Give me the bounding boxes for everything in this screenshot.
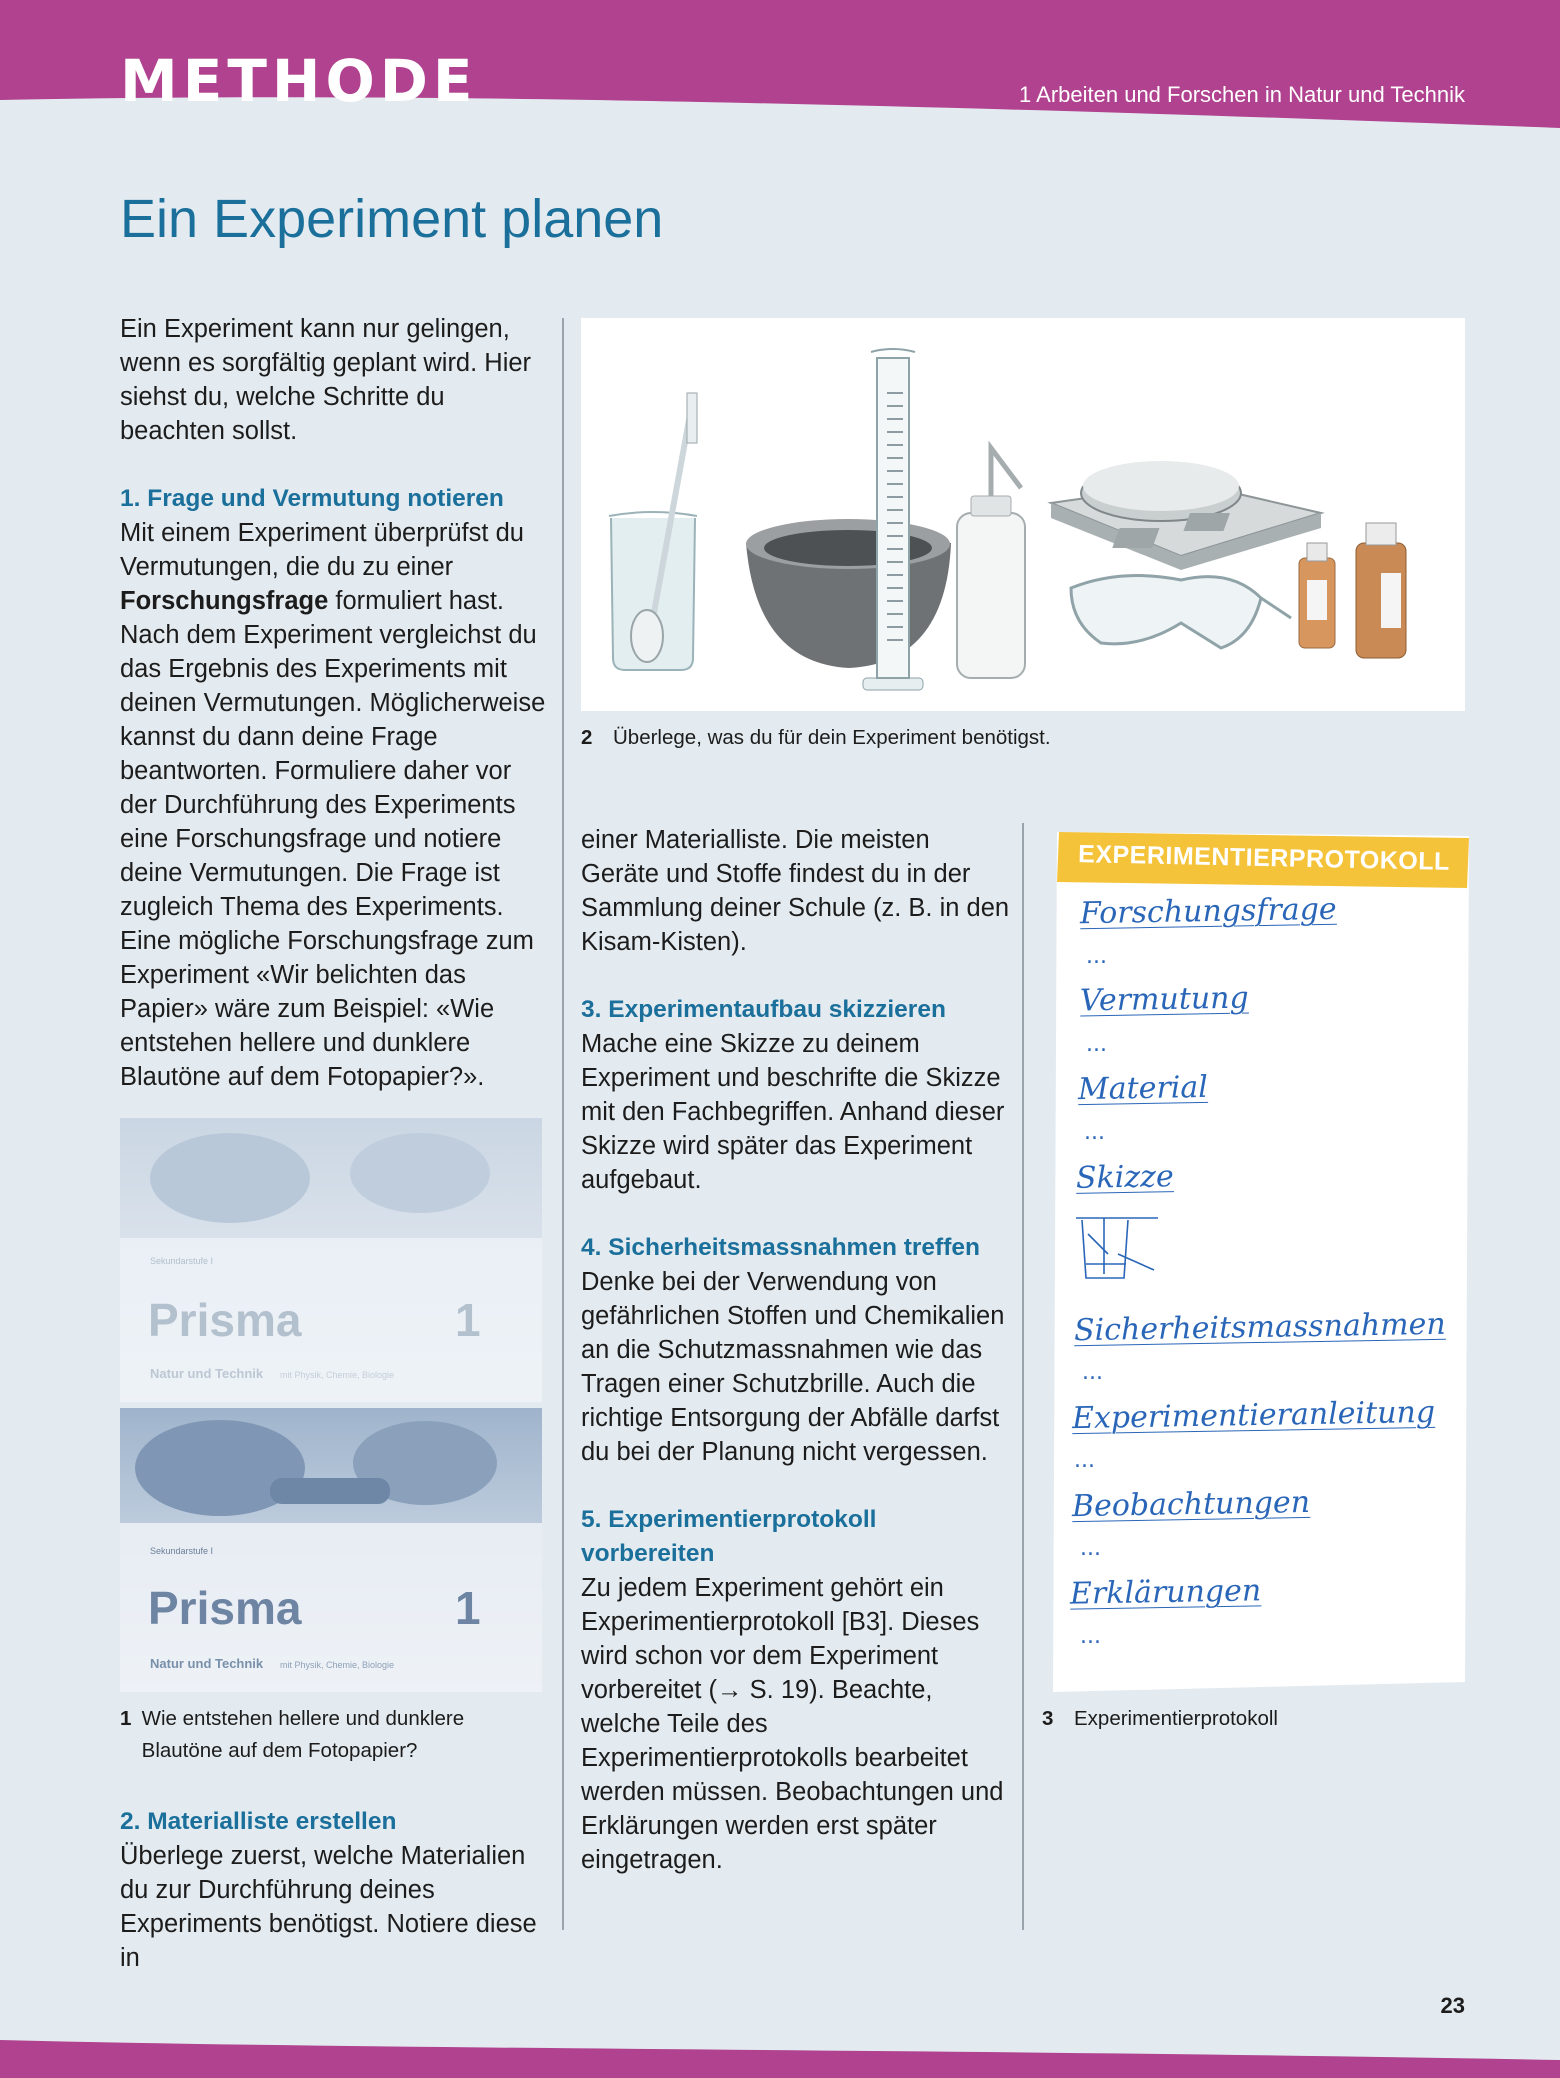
- protocol-label-beobachtungen: Beobachtungen: [1071, 1484, 1311, 1525]
- step-5-text: Zu jedem Experiment gehört ein Experimentierprotokoll [B3]. Dieses wird schon vor dem Experiment vorbereitet (→ S. 19). Beachte, welche Teile des Experimentierprotokolls bearbeitet werden müssen. Beobachtungen und Erklärungen werden erst später eingetragen.: [581, 1574, 1004, 1874]
- protocol-label-vermutung: Vermutung: [1079, 980, 1249, 1019]
- cover1-subtitle: Natur und Technik: [150, 1366, 264, 1381]
- figure-2-number: 2: [581, 726, 593, 749]
- step-1-heading: 1. Frage und Vermutung notieren: [120, 485, 504, 512]
- protocol-label-material: Material: [1077, 1069, 1209, 1108]
- step-1-text: Mit einem Experiment überprüfst du Vermutungen, die du zu einer Forschungsfrage formuliert hast. Nach dem Experiment vergleichst du das Ergebnis des Experiments mit deinen Vermutungen. Möglicherweise kannst du dann deine Frage beantworten. Formuliere daher vor der Durchführung des Experiments eine Forschungsfrage und notiere deine Vermutungen. Die Frage ist zugleich Thema des Experiments. Eine mögliche Forschungsfrage zum Experiment «Wir belichten das Papier» wäre zum Beispiel: «Wie entstehen hellere und dunklere Blautöne auf dem Fotopapier?».: [120, 519, 546, 1091]
- step-2-text-part2: einer Materialliste. Die meisten Geräte und Stoffe findest du in der Sammlung deiner Schule (z. B. in den Kisam-Kisten).: [581, 826, 1010, 956]
- cover2-subjects: mit Physik, Chemie, Biologie: [280, 1660, 395, 1670]
- figure-3-caption: [1042, 1703, 1462, 1735]
- text-column-2: [581, 823, 1011, 1911]
- step-4-heading: 4. Sicherheitsmassnahmen treffen: [581, 1234, 980, 1261]
- figure-3-text: Experimentierprotokoll: [1074, 1707, 1278, 1730]
- protocol-placeholder-3: ...: [1084, 1120, 1105, 1145]
- text-column-1: [120, 312, 550, 1128]
- cover1-series: Sekundarstufe I: [150, 1256, 214, 1266]
- figure-1-caption: [120, 1703, 550, 1767]
- protocol-placeholder-8: ...: [1080, 1624, 1101, 1649]
- protocol-label-forschungsfrage: Forschungsfrage: [1079, 891, 1337, 932]
- beaker-sketch-icon: [1074, 1214, 1164, 1294]
- lab-equipment-illustration: [581, 318, 1465, 711]
- cover2-title: Prisma: [148, 1582, 302, 1634]
- step-2-block: [120, 1805, 550, 2009]
- protocol-label-sicherheitsmassnahmen: Sicherheitsmassnahmen: [1073, 1306, 1446, 1349]
- protocol-label-skizze: Skizze: [1075, 1159, 1175, 1196]
- step-3-text: Mache eine Skizze zu deinem Experiment und beschrifte die Skizze mit den Fachbegriffen. Anhand dieser Skizze wird später das Experiment aufgebaut.: [581, 1030, 1005, 1194]
- safety-goggles-icon: [1071, 576, 1291, 649]
- page-number: 23: [1440, 1993, 1465, 2018]
- protocol-placeholder-7: ...: [1080, 1536, 1101, 1561]
- intro-paragraph: Ein Experiment kann nur gelingen, wenn es sorgfältig geplant wird. Hier siehst du, welche Schritte du beachten sollst.: [120, 315, 532, 445]
- section-label: METHODE: [120, 52, 478, 102]
- figure-2-caption: [581, 722, 1461, 754]
- step-4-text: Denke bei der Verwendung von gefährlichen Stoffen und Chemikalien an die Schutzmassnahmen wie das Tragen einer Schutzbrille. Auch die richtige Entsorgung der Abfälle darfst du bei der Planung nicht vergessen.: [581, 1268, 1005, 1466]
- cover1-subjects: mit Physik, Chemie, Biologie: [280, 1370, 395, 1380]
- footer-band: [0, 2020, 1560, 2078]
- chemical-bottle-large-icon: [1356, 523, 1406, 658]
- figure-1-number: 1: [120, 1707, 132, 1730]
- figure-3-number: 3: [1042, 1707, 1054, 1730]
- mortar-bowl-icon: [746, 519, 951, 668]
- protocol-placeholder-2: ...: [1086, 1032, 1107, 1057]
- cover1-number: 1: [455, 1294, 481, 1346]
- protocol-placeholder-5: ...: [1082, 1360, 1103, 1385]
- cover2-series: Sekundarstufe I: [150, 1546, 214, 1556]
- cover2-subtitle: Natur und Technik: [150, 1656, 264, 1671]
- page-title: Ein Experiment planen: [120, 189, 664, 249]
- wash-bottle-icon: [957, 448, 1025, 678]
- column-divider-1: [562, 318, 564, 1930]
- column-divider-2: [1022, 823, 1024, 1930]
- chapter-label: 1 Arbeiten und Forschen in Natur und Technik: [1019, 82, 1465, 107]
- step-3-heading: 3. Experimentaufbau skizzieren: [581, 996, 946, 1023]
- protocol-label-erklaerungen: Erklärungen: [1069, 1573, 1262, 1612]
- cover2-number: 1: [455, 1582, 481, 1634]
- protocol-label-experimentieranleitung: Experimentieranleitung: [1071, 1394, 1436, 1437]
- protocol-placeholder-6: ...: [1074, 1448, 1095, 1473]
- step-5-heading: 5. Experimentierprotokoll vorbereiten: [581, 1506, 877, 1567]
- scale-icon: [1051, 461, 1321, 570]
- figure-1-text: Wie entstehen hellere und dunklere Blautöne auf dem Fotopapier?: [141, 1707, 465, 1762]
- protocol-card-heading: EXPERIMENTIERPROTOKOLL: [1077, 840, 1451, 876]
- term-forschungsfrage: Forschungsfrage: [120, 587, 329, 615]
- chemical-bottle-small-icon: [1299, 543, 1335, 648]
- figure-2-text: Überlege, was du für dein Experiment benötigst.: [613, 726, 1051, 749]
- protocol-placeholder-1: ...: [1086, 944, 1107, 969]
- step-2-heading: 2. Materialliste erstellen: [120, 1808, 397, 1835]
- prisma-book-covers-image: [120, 1118, 542, 1692]
- cover1-title: Prisma: [148, 1294, 302, 1346]
- step-2-text-part1: Überlege zuerst, welche Materialien du zur Durchführung deines Experiments benötigst. Notiere diese in: [120, 1842, 537, 1972]
